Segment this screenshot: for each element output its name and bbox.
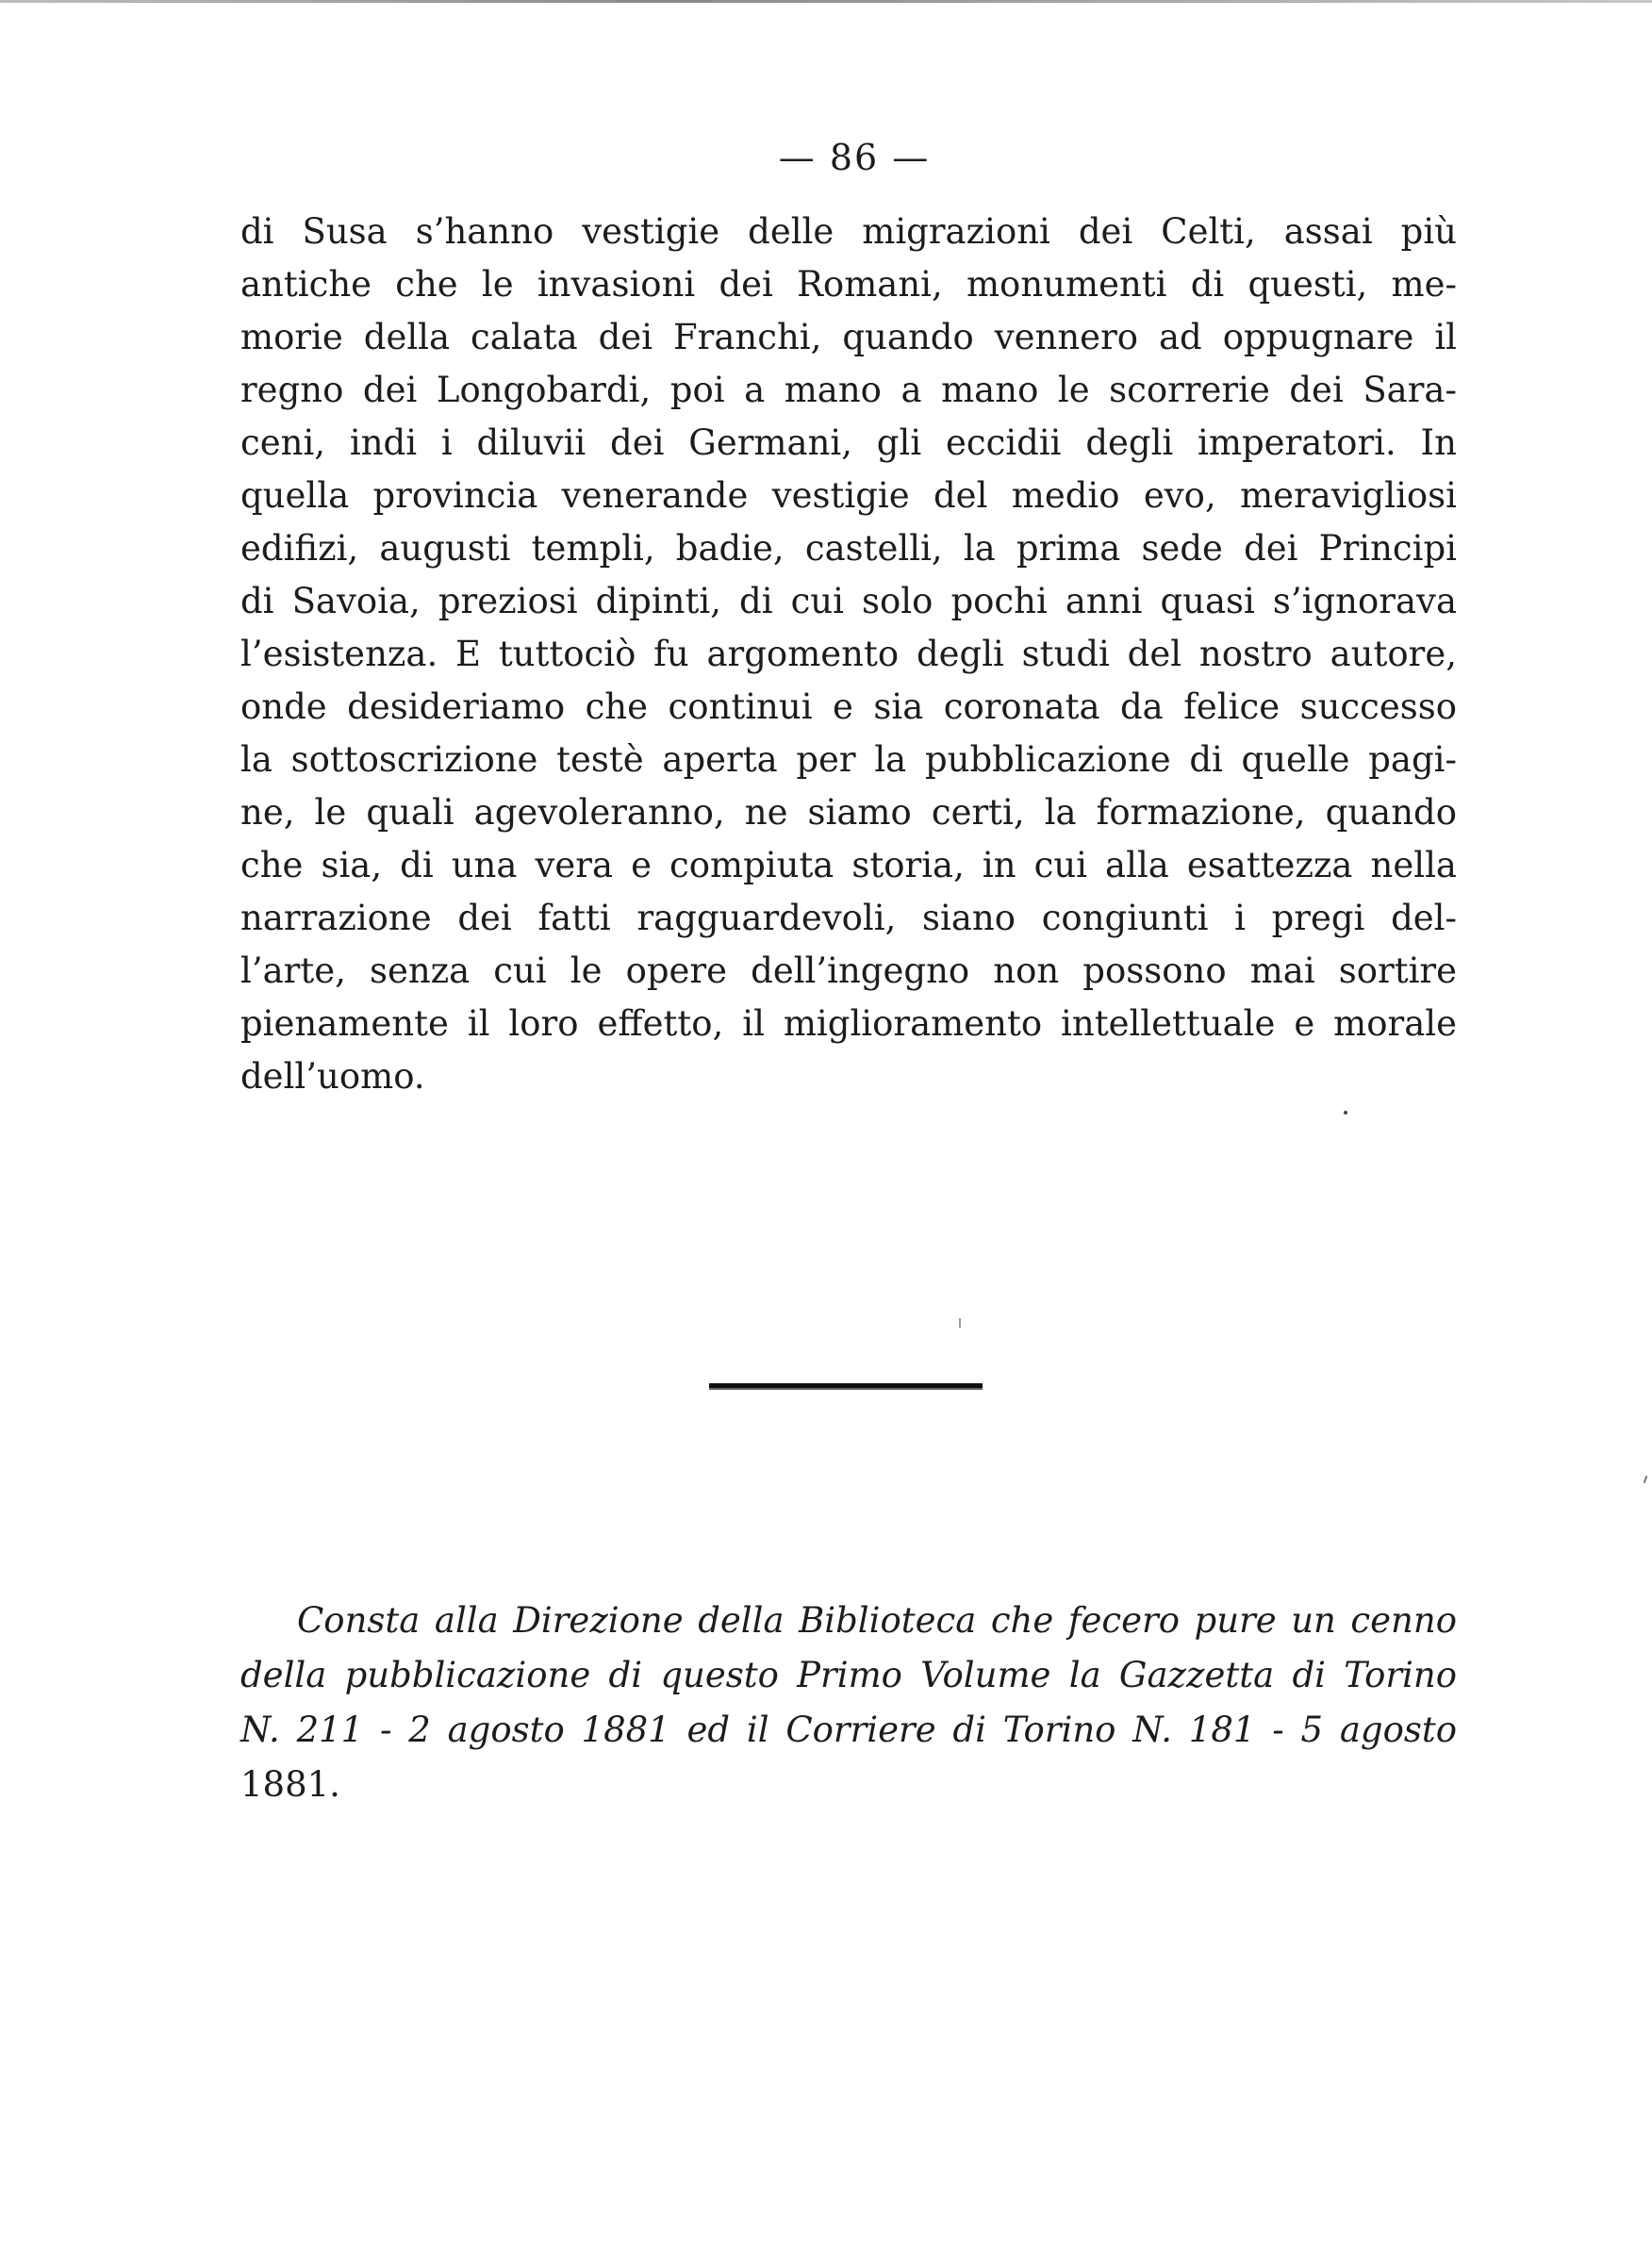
text-line: antiche che le invasioni dei Romani, monumenti di questi, me- xyxy=(240,264,1457,305)
text-line: edifizi, augusti templi, badie, castelli, la prima sede dei Principi xyxy=(240,528,1457,569)
text-line: regno dei Longobardi, poi a mano a mano le scorrerie dei Sara- xyxy=(240,370,1457,410)
page-number: — 86 — xyxy=(778,137,931,178)
stray-dot xyxy=(1344,1111,1347,1115)
text-line: che sia, di una vera e compiuta storia, in cui alla esattezza nella xyxy=(240,845,1457,885)
text-line: di Susa s’hanno vestigie delle migrazioni dei Celti, assai più xyxy=(240,211,1457,252)
note-line: 1881. xyxy=(240,1764,340,1805)
text-line: pienamente il loro effetto, il miglioramento intellettuale e morale xyxy=(240,1003,1457,1044)
text-line: di Savoia, preziosi dipinti, di cui solo pochi anni quasi s’ignorava xyxy=(240,581,1457,621)
text-line: la sottoscrizione testè aperta per la pubblicazione di quelle pagi- xyxy=(240,739,1457,780)
text-line: quella provincia venerande vestigie del medio evo, meravigliosi xyxy=(240,475,1457,516)
text-line: l’arte, senza cui le opere dell’ingegno non possono mai sortire xyxy=(240,950,1457,991)
section-separator-rule xyxy=(709,1383,983,1390)
text-line: dell’uomo. xyxy=(240,1056,425,1097)
note-line: N. 211 - 2 agosto 1881 ed il Corriere di Torino N. 181 - 5 agosto xyxy=(240,1710,1457,1750)
note-line: Consta alla Direzione della Biblioteca che fecero pure un cenno xyxy=(297,1600,1457,1641)
text-line: ne, le quali agevoleranno, ne siamo certi, la formazione, quando xyxy=(240,792,1457,833)
page-top-edge xyxy=(0,0,1652,3)
stray-mark xyxy=(1644,1476,1648,1483)
closing-note xyxy=(240,1594,1457,1812)
text-line: onde desideriamo che continui e sia coronata da felice successo xyxy=(240,686,1457,727)
body-paragraph xyxy=(240,206,1457,1103)
note-line: della pubblicazione di questo Primo Volume la Gazzetta di Torino xyxy=(240,1655,1457,1695)
text-line: narrazione dei fatti ragguardevoli, siano congiunti i pregi del- xyxy=(240,898,1457,938)
text-line: morie della calata dei Franchi, quando vennero ad oppugnare il xyxy=(240,317,1457,357)
stray-mark xyxy=(959,1318,961,1328)
text-line: ceni, indi i diluvii dei Germani, gli eccidii degli imperatori. In xyxy=(240,422,1457,463)
text-line: l’esistenza. E tuttociò fu argomento degli studi del nostro autore, xyxy=(240,634,1457,674)
